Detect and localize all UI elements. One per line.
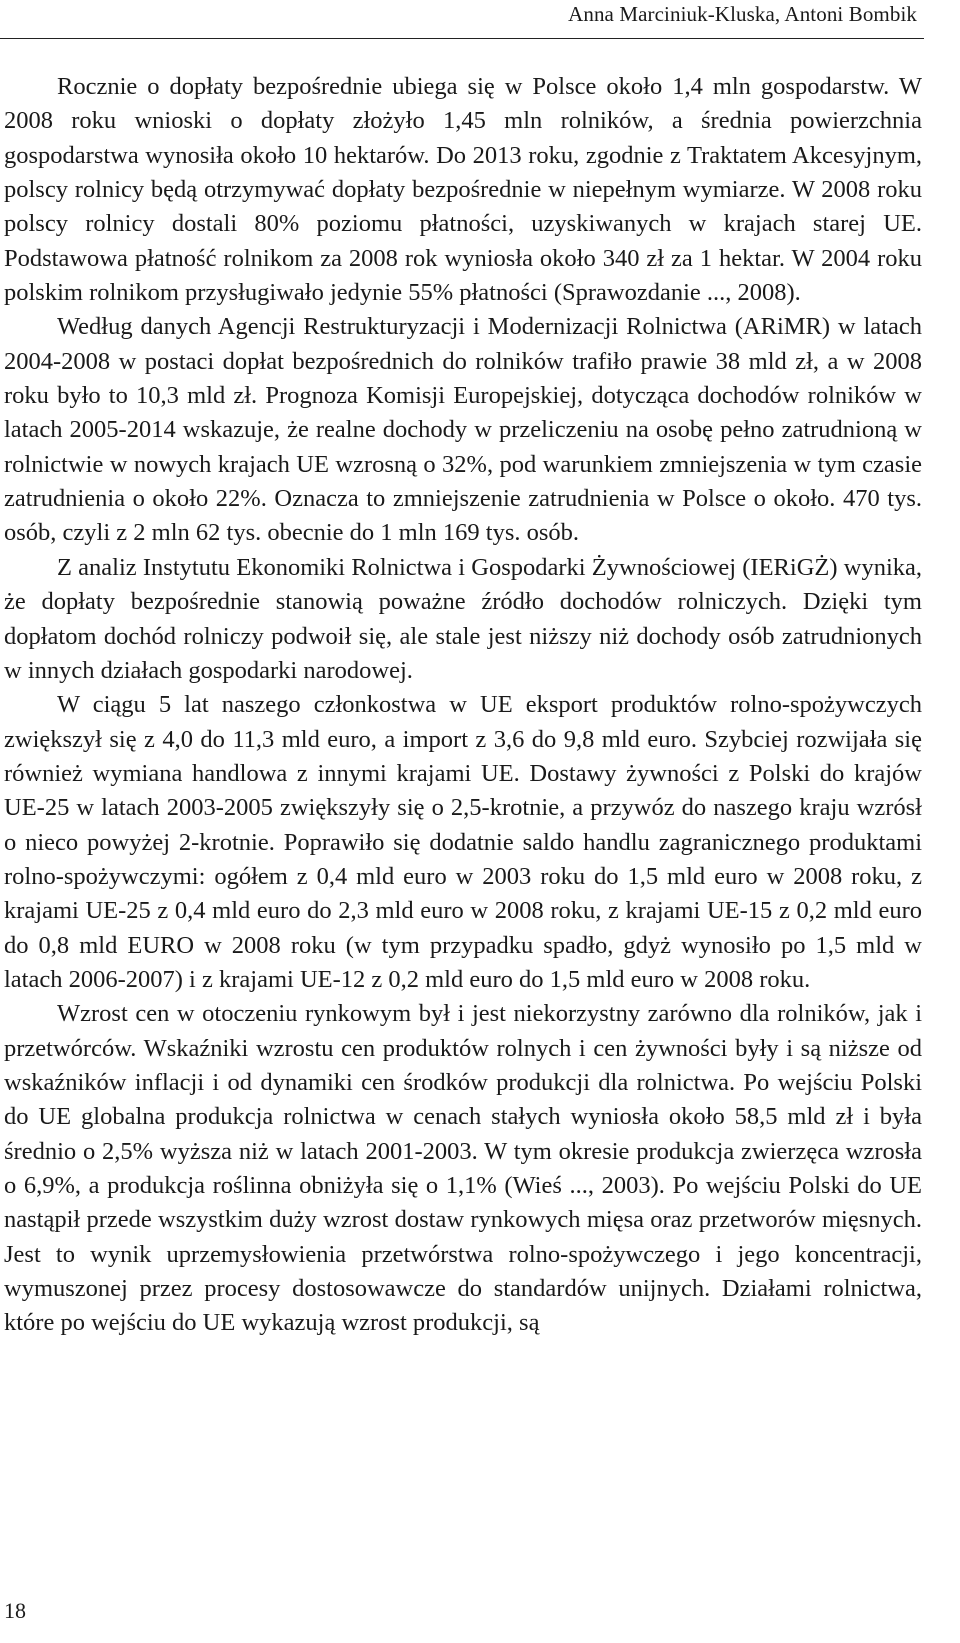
paragraph-ierigz-analysis: Z analiz Instytutu Ekonomiki Rolnictwa i Gospodarki Żywnościowej (IERiGŻ) wynika, że dopłaty bezpośrednie stanowią poważne źródło dochodów rolniczych. Dzięki tym dopłatom dochód rolniczy podwoił się, ale stale jest niższy niż dochody osób zatrudnionych w innych działach gospodarki narodowej.	[4, 553, 922, 684]
paragraph-arimr-data: Według danych Agencji Restrukturyzacji i Modernizacji Rolnictwa (ARiMR) w latach 2004-2008 w postaci dopłat bezpośrednich do rolników trafiło prawie 38 mld zł, a w 2008 roku było to 10,3 mld zł. Prognoza Komisji Europejskiej, dotycząca dochodów rolników w latach 2005-2014 wskazuje, że realne dochody w przeliczeniu na osobę pełno zatrudnioną w rolnictwie w nowych krajach UE wzrosną o 32%, pod warunkiem zmniejszenia w tym czasie zatrudnienia o około 22%. Oznacza to zmniejszenie zatrudnienia w Polsce o około. 470 tys. osób, czyli z 2 mln 62 tys. obecnie do 1 mln 169 tys. osób.	[4, 313, 922, 547]
body-text	[4, 70, 922, 1341]
paragraph-price-growth: Wzrost cen w otoczeniu rynkowym był i jest niekorzystny zarówno dla rolników, jak i przetwórców. Wskaźniki wzrostu cen produktów rolnych i cen żywności były i są niższe od wskaźników inflacji i od dynamiki cen środków produkcji dla rolnictwa. Po wejściu Polski do UE globalna produkcja rolnictwa w cenach stałych wyniosła około 58,5 mld zł i była średnio o 2,5% wyższa niż w latach 2001-2003. W tym okresie produkcja zwierzęca wzrosła o 6,9%, a produkcja roślinna obniżyła się o 1,1% (Wieś ..., 2003). Po wejściu Polski do UE nastąpił przede wszystkim duży wzrost dostaw rynkowych mięsa oraz przetworów mięsnych. Jest to wynik uprzemysłowienia przetwórstwa rolno-spożywczego i jego koncentracji, wymuszonej przez procesy dostosowawcze do standardów unijnych. Działami rolnictwa, które po wejściu do UE wykazują wzrost produkcji, są	[4, 1000, 922, 1337]
running-header-authors: Anna Marciniuk-Kluska, Antoni Bombik	[568, 2, 917, 26]
paragraph-direct-payments: Rocznie o dopłaty bezpośrednie ubiega się w Polsce około 1,4 mln gospodarstw. W 2008 roku wnioski o dopłaty złożyło 1,45 mln rolników, a średnia powierzchnia gospodarstwa wynosiła około 10 hektarów. Do 2013 roku, zgodnie z Traktatem Akcesyjnym, polscy rolnicy będą otrzymywać dopłaty bezpośrednie w niepełnym wymiarze. W 2008 roku polscy rolnicy dostali 80% poziomu płatności, uzyskiwanych w krajach starej UE. Podstawowa płatność rolnikom za 2008 rok wyniosła około 340 zł za 1 hektar. W 2004 roku polskim rolnikom przysługiwało jedynie 55% płatności (Sprawozdanie ..., 2008).	[4, 73, 922, 307]
page-number: 18	[4, 1598, 26, 1623]
paragraph-trade-balance: W ciągu 5 lat naszego członkostwa w UE eksport produktów rolno-spożywczych zwiększył się z 4,0 do 11,3 mld euro, a import z 3,6 do 9,8 mld euro. Szybciej rozwijała się również wymiana handlowa z innymi krajami UE. Dostawy żywności z Polski do krajów UE-25 w latach 2003-2005 zwiększyły się o 2,5-krotnie, a przywóz do naszego kraju wzrósł o nieco powyżej 2-krotnie. Poprawiło się dodatnie saldo handlu zagranicznego produktami rolno-spożywczymi: ogółem z 0,4 mld euro w 2003 roku do 1,5 mld euro w 2008 roku, z krajami UE-25 z 0,4 mld euro do 2,3 mld euro w 2008 roku, z krajami UE-15 z 0,2 mld euro do 0,8 mld EURO w 2008 roku (w tym przypadku spadło, gdyż wynosiło po 1,5 mld w latach 2006-2007) i z krajami UE-12 z 0,2 mld euro do 1,5 mld euro w 2008 roku.	[4, 691, 922, 993]
header-divider	[0, 38, 924, 39]
